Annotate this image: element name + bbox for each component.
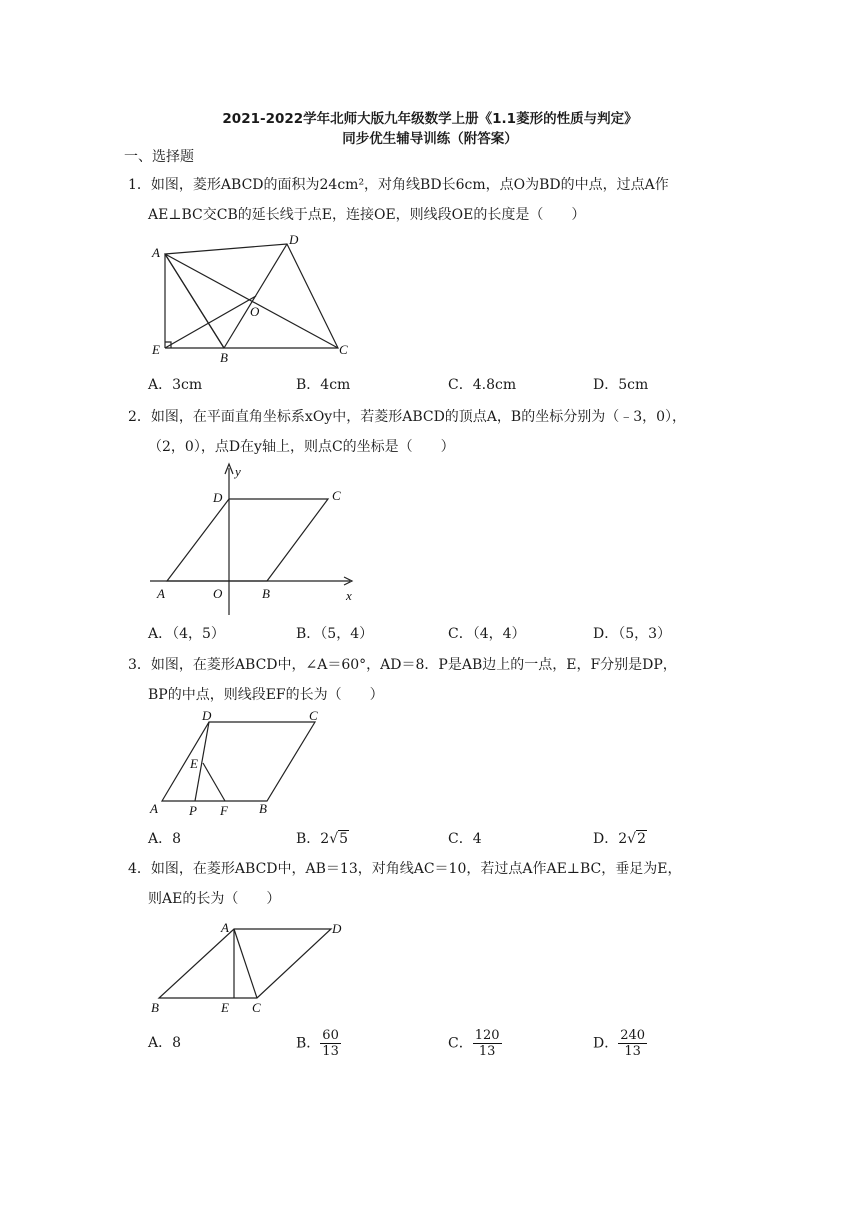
figure-label: C [332,488,341,503]
question-1 [128,170,748,230]
option-a[interactable]: A．3cm [148,377,203,393]
radical-coefficient: 2 [618,831,628,847]
option-a[interactable]: A．8 [148,1035,182,1051]
fraction [618,1028,647,1059]
axis-label: x [346,588,352,603]
figure-label: C [252,1000,261,1015]
figure-label: F [220,803,228,818]
question-4 [128,854,748,914]
question-text: 如图，在菱形ABCD中，AB＝13，对角线AC＝10，若过点A作AE⊥BC，垂足为E， [150,861,682,877]
figure-label: P [189,803,197,818]
question-text: 如图，菱形ABCD的面积为24cm²，对角线BD长6cm，点O为BD的中点，过点A作 [150,177,669,193]
option-b[interactable] [296,1028,341,1059]
option-d[interactable] [593,828,647,848]
denominator: 13 [624,1044,641,1059]
figure-label: O [250,304,260,319]
segment-ef [203,763,225,801]
figure-label: A [152,245,160,260]
option-c[interactable]: C．4.8cm [448,377,517,393]
option-label: B． [296,831,321,847]
question-text-cont: BP的中点，则线段EF的长为（ ） [148,687,384,703]
question-number: 4． [128,861,151,877]
radical-expression: 2√2 [618,831,646,847]
figure-label: A [157,586,165,601]
segment-eo [165,296,256,348]
question-number: 2． [128,409,151,425]
option-c[interactable] [448,1028,502,1059]
question-number: 1． [128,177,151,193]
numerator: 60 [322,1028,339,1043]
axis-label: y [235,464,241,479]
option-label: D． [593,831,619,847]
option-b[interactable]: B．（5，4） [296,626,374,642]
figure-label: O [213,586,223,601]
option-b[interactable] [296,828,349,848]
figure-q2 [145,460,365,620]
numerator: 120 [474,1028,500,1043]
question-text-cont: 则AE的长为（ ） [148,891,281,907]
denominator: 13 [478,1044,496,1059]
figure-label: E [190,756,198,771]
option-c[interactable]: C．4 [448,831,482,847]
option-d[interactable] [593,1028,647,1059]
fraction [320,1028,341,1059]
document-title-line2: 同步优生辅导训练（附答案） [342,131,518,147]
document-title-line1: 2021-2022学年北师大版九年级数学上册《1.1菱形的性质与判定》 [222,111,638,127]
figure-label: B [259,801,267,816]
figure-label: B [220,350,228,364]
segment-ab [165,254,224,348]
figure-q1 [150,232,360,364]
option-c[interactable]: C．（4，4） [448,626,526,642]
question-text-cont: AE⊥BC交CB的延长线于点E，连接OE，则线段OE的长度是（ ） [148,207,586,223]
radical-expression: 2√5 [320,831,349,847]
rhombus-abcd [162,722,315,801]
denominator: 13 [322,1044,339,1059]
rhombus-abcd [167,499,328,581]
radicand: 2 [637,831,646,847]
section-heading: 一、选择题 [124,149,194,165]
options-q1 [148,374,748,396]
figure-label: B [262,586,270,601]
figure-label: A [150,801,158,816]
figure-label: D [289,232,299,247]
figure-label: C [339,342,348,357]
option-label: B． [296,1035,321,1052]
options-q3 [148,828,748,850]
figure-label: D [202,708,212,723]
fraction [473,1028,502,1059]
question-number: 3． [128,657,151,673]
options-q2 [148,623,748,645]
option-d[interactable]: D．5cm [593,377,649,393]
option-label: C． [448,1035,473,1052]
figure-q4 [145,915,360,1021]
option-label: D． [593,1035,619,1052]
numerator: 240 [620,1028,646,1043]
option-b[interactable]: B．4cm [296,377,351,393]
option-d[interactable]: D．（5，3） [593,626,672,642]
figure-label: D [213,490,223,505]
question-2 [128,402,748,462]
figure-label: C [309,708,318,723]
option-a[interactable]: A．（4，5） [148,626,225,642]
options-q4 [148,1028,748,1068]
question-3 [128,650,748,710]
question-text: 如图，在平面直角坐标系xOy中，若菱形ABCD的顶点A，B的坐标分别为（﹣3，0）， [150,409,687,425]
question-text: 如图，在菱形ABCD中，∠A＝60°，AD＝8．P是AB边上的一点，E，F分别是DP， [150,657,677,673]
option-a[interactable]: A．8 [148,831,182,847]
figure-label: E [221,1000,229,1015]
figure-q3 [145,708,345,820]
diagonal-ac [234,929,257,998]
figure-label: D [332,921,342,936]
radical-coefficient: 2 [320,831,330,847]
diagonal-ac [165,254,338,348]
radicand: 5 [339,831,349,847]
question-text-cont: （2，0），点D在y轴上，则点C的坐标是（ ） [148,439,455,455]
figure-label: A [221,920,229,935]
figure-label: E [152,342,160,357]
figure-label: B [151,1000,159,1015]
